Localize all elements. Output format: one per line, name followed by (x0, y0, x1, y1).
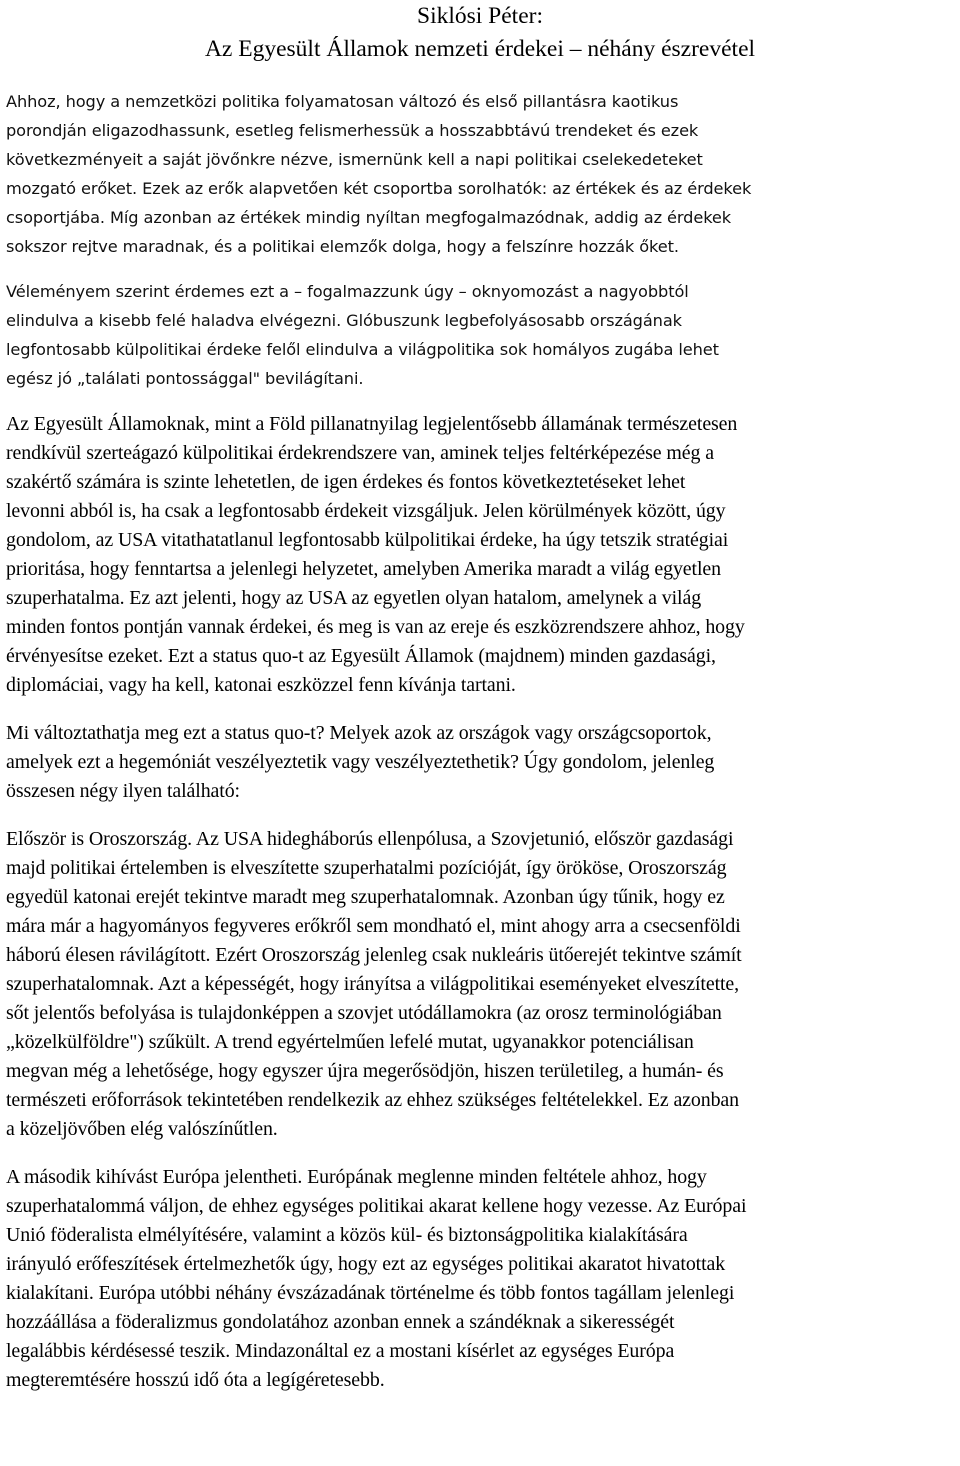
text-line: kialakítani. Európa utóbbi néhány évszázadának történelme és több fontos tagállam jelenlegi (6, 1282, 735, 1304)
text-line: szuperhatalommá váljon, de ehhez egységes politikai akarat kellene hogy vezesse. Az Európai (6, 1195, 747, 1217)
text-line: elindulva a kisebb felé haladva elvégezni. Glóbuszunk legbefolyásosabb országának (6, 311, 682, 330)
text-line: szakértő számára is szinte lehetetlen, de igen érdekes és fontos következtetéseket lehet (6, 471, 686, 493)
text-line: Véleményem szerint érdemes ezt a – fogalmazzunk úgy – oknyomozást a nagyobbtól (6, 282, 689, 301)
text-line: majd politikai értelemben is elveszítette szuperhatalmi pozícióját, így örököse, Oroszország (6, 857, 727, 879)
text-line: amelyek ezt a hegemóniát veszélyeztetik vagy veszélyeztethetik? Úgy gondolom, jelenleg (6, 751, 715, 773)
text-line: legalábbis kérdésessé teszik. Mindazonáltal ez a mostani kísérlet az egységes Európa (6, 1340, 675, 1362)
text-line: hozzáállása a föderalizmus gondolatához azonban ennek a szándéknak a sikerességét (6, 1311, 675, 1333)
text-line: „közelkülföldre") szűkült. A trend egyértelműen lefelé mutat, ugyanakkor potenciálisan (6, 1031, 694, 1053)
text-line: összesen négy ilyen található: (6, 780, 240, 802)
paragraph-method (6, 277, 954, 393)
text-line: szuperhatalma. Ez azt jelenti, hogy az USA az egyetlen olyan hatalom, amelynek a világ (6, 587, 702, 609)
text-line: érvényesítse ezeket. Ezt a status quo-t az Egyesült Államok (majdnem) minden gazdasági, (6, 645, 716, 667)
text-line: mozgató erőket. Ezek az erők alapvetően két csoportba sorolhatók: az értékek és az érdekek (6, 179, 752, 198)
author-line: Siklósi Péter: (417, 3, 543, 29)
text-line: legfontosabb külpolitikai érdeke felől elindulva a világpolitika sok homályos zugába lehet (6, 340, 719, 359)
text-line: megteremtésére hosszú idő óta a legígéretesebb. (6, 1369, 385, 1391)
text-line: diplomáciai, vagy ha kell, katonai eszközzel fenn kívánja tartani. (6, 674, 516, 696)
text-line: megvan még a lehetősége, hogy egyszer újra megerősödjön, hiszen területileg, a humán- és (6, 1060, 724, 1082)
text-line: sokszor rejtve maradnak, és a politikai elemzők dolga, hogy a felszínre hozzák őket. (6, 237, 679, 256)
text-line: Ahhoz, hogy a nemzetközi politika folyamatosan változó és első pillantásra kaotikus (6, 92, 679, 111)
text-line: szuperhatalomnak. Azt a képességét, hogy irányítsa a világpolitikai eseményeket elveszítette, (6, 973, 740, 995)
text-line: porondján eligazodhassunk, esetleg felismerhessük a hosszabbtávú trendeket és ezek (6, 121, 699, 140)
text-line: Először is Oroszország. Az USA hidegháborús ellenpólusa, a Szovjetunió, először gazdasági (6, 828, 734, 850)
text-line: minden fontos pontján vannak érdekei, és meg is van az ereje és eszközrendszere ahhoz, hogy (6, 616, 745, 638)
document-title: Az Egyesült Államok nemzeti érdekei – néhány észrevétel (204, 36, 756, 62)
paragraph-usa-interests (6, 410, 954, 700)
text-line: természeti erőforrások tekintetében rendelkezik az ehhez szükséges feltételekkel. Ez azonban (6, 1089, 740, 1111)
text-line: egész jó „találati pontossággal" bevilágítani. (6, 369, 364, 388)
paragraph-europe (6, 1163, 954, 1395)
document-header (6, 0, 954, 66)
text-line: Mi változtathatja meg ezt a status quo-t? Melyek azok az országok vagy országcsoportok, (6, 722, 712, 744)
text-line: mára már a hagyományos fegyveres erőkről sem mondható el, mint ahogy arra a csecsenföldi (6, 915, 741, 937)
text-line: csoportjába. Míg azonban az értékek mindig nyíltan megfogalmazódnak, addig az érdekek (6, 208, 732, 227)
text-line: következményeit a saját jövőnkre nézve, ismernünk kell a napi politikai cselekedeteket (6, 150, 703, 169)
text-line: a közeljövőben elég valószínűtlen. (6, 1118, 278, 1140)
text-line: levonni abból is, ha csak a legfontosabb érdekeit vizsgáljuk. Jelen körülmények között, úgy (6, 500, 726, 522)
paragraph-introduction (6, 87, 954, 261)
text-line: rendkívül szerteágazó külpolitikai érdekrendszere van, aminek teljes feltérképezése még a (6, 442, 714, 464)
text-line: egyedül katonai erejét tekintve maradt meg szuperhatalomnak. Azonban úgy tűnik, hogy ez (6, 886, 725, 908)
text-line: sőt jelentős befolyása is tulajdonképpen a szovjet utódállamokra (az orosz terminológiában (6, 1002, 722, 1024)
text-line: háború élesen rávilágított. Ezért Oroszország jelenleg csak nukleáris ütőerejét tekintve számít (6, 944, 742, 966)
text-line: A második kihívást Európa jelentheti. Európának meglenne minden feltétele ahhoz, hogy (6, 1166, 707, 1188)
text-line: prioritása, hogy fenntartsa a jelenlegi helyzetet, amelyben Amerika maradt a világ egyetlen (6, 558, 721, 580)
text-line: Az Egyesült Államoknak, mint a Föld pillanatnyilag legjelentősebb államának természetesen (6, 413, 738, 435)
paragraph-russia (6, 825, 954, 1144)
text-line: gondolom, az USA vitathatatlanul legfontosabb külpolitikai érdeke, ha úgy tetszik stratégiai (6, 529, 729, 551)
paragraph-questions (6, 719, 954, 806)
text-line: irányuló erőfeszítések értelmezhetők úgy, hogy ezt az egységes politikai akaratot hivatottak (6, 1253, 726, 1275)
text-line: Unió föderalista elmélyítésére, valamint a közös kül- és biztonságpolitika kialakítására (6, 1224, 688, 1246)
